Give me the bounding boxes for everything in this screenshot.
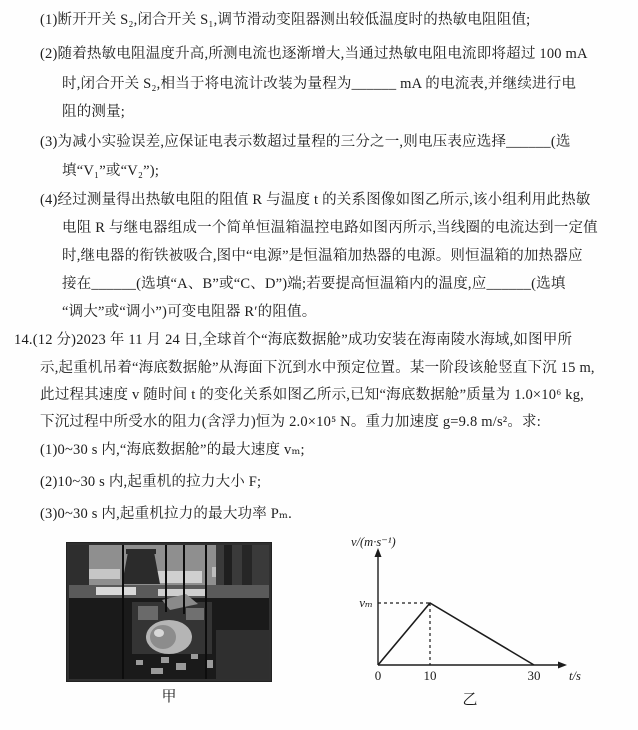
x-tick-label: 30	[527, 668, 541, 683]
text-line: 示,起重机吊着“海底数据舱”从海面下沉到水中预定位置。某一阶段该舱竖直下沉 15 m,	[40, 360, 595, 376]
text-line: (1)断开开关 S₂,闭合开关 S₁,调节滑动变阻器测出较低温度时的热敏电阻阻值;	[40, 12, 531, 28]
text-line: 此过程其速度 v 随时间 t 的变化关系如图乙所示,已知“海底数据舱”质量为 1.0×10⁶ kg,	[40, 387, 585, 403]
photo-sea-horizon	[69, 585, 269, 598]
x-tick-labels	[375, 668, 541, 683]
x-axis-arrow-icon	[558, 662, 567, 669]
text-line: 时,闭合开关 S₂,相当于将电流计改装为量程为______ mA 的电流表,并继续进行电	[62, 76, 577, 92]
text-line: (1)0~30 s 内,“海底数据舱”的最大速度 vₘ;	[40, 442, 305, 458]
text-line: (3)为减小实验误差,应保证电表示数超过量程的三分之一,则电压表应选择______(选	[40, 134, 571, 150]
photo-capsule	[146, 620, 192, 654]
x-axis-label: t/s	[569, 669, 581, 683]
photo-caption: 甲	[161, 689, 177, 705]
graph-svg	[345, 532, 595, 690]
photo-illustration	[66, 542, 272, 682]
x-tick-label: 10	[423, 668, 437, 683]
text-line: 时,继电器的衔铁被吸合,图中“电源”是恒温箱加热器的电源。则恒温箱的加热器应	[62, 248, 583, 264]
y-axis-label: v/(m·s⁻¹)	[351, 535, 396, 549]
photo-sea-data-capsule	[66, 542, 272, 682]
text-line: 阻的测量;	[62, 104, 126, 120]
text-line: 下沉过程中所受水的阻力(含浮力)恒为 2.0×10⁵ N。重力加速度 g=9.8 m/s²。求:	[40, 414, 541, 430]
text-line: (2)10~30 s 内,起重机的拉力大小 F;	[40, 474, 262, 490]
y-axis-arrow-icon	[375, 548, 382, 557]
graph-caption: 乙	[462, 692, 478, 708]
text-line: 填“V₁”或“V₂”);	[62, 163, 160, 179]
peak-value-label: vₘ	[359, 595, 373, 610]
text-line: (3)0~30 s 内,起重机拉力的最大功率 Pₘ.	[40, 506, 292, 522]
text-line: (4)经过测量得出热敏电阻的阻值 R 与温度 t 的关系图像如图乙所示,该小组利用此热敏	[40, 192, 591, 208]
text-line: 接在______(选填“A、B”或“C、D”)端;若要提高恒温箱内的温度,应______(选填	[62, 276, 566, 292]
text-line-question-14: 14.(12 分)2023 年 11 月 24 日,全球首个“海底数据舱”成功安装在海南陵水海域,如图甲所	[14, 332, 573, 348]
velocity-time-graph	[345, 532, 595, 690]
velocity-curve	[378, 603, 534, 665]
text-line: 电阻 R 与继电器组成一个简单恒温箱温控电路如图丙所示,当线圈的电流达到一定值	[62, 220, 598, 236]
text-line: “调大”或“调小”)可变电阻器 R′的阻值。	[62, 304, 317, 320]
text-line: (2)随着热敏电阻温度升高,所测电流也逐渐增大,当通过热敏电阻电流即将超过 100 mA	[40, 46, 588, 62]
x-tick-label: 0	[374, 668, 382, 683]
